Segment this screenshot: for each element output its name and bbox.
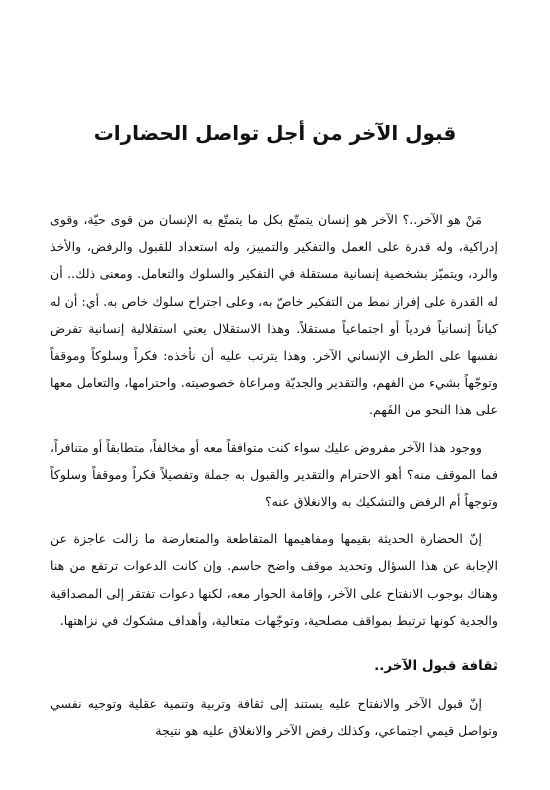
chapter-title: قبول الآخر من أجل تواصل الحضارات	[93, 121, 457, 145]
paragraph-existence-of-other: ووجود هذا الآخر مفروض عليك سواء كنت متوافقاً معه أو مخالفاً، متطابقاً أو متنافراً، فما الموقف منه؟ أهو الاحترام والتقدير والقبول به جملة وتفصيلاً فكراً وموقفاً وسلوكاً وتوجهاً أم الرفض والتشكيك به والانغلاق عنه؟	[50, 439, 498, 510]
paragraph-culture-of-acceptance: إنّ قبول الآخر والانفتاح عليه يستند إلى ثقافة وتربية وتنمية عقلية وتوجيه نفسي وتواصل قيمي اجتماعي، وكذلك رفض الآخر والانغلاق عليه هو نتيجة	[50, 696, 498, 739]
body-text	[50, 206, 498, 744]
paragraph-definition-of-other: مَنْ هو الآخر..؟ الآخر هو إنسان يتمتّع بكل ما يتمتّع به الإنسان من قوى حيّة، وقوى إدراكية، وله قدرة على العمل والتفكير والتمييز، وله استعداد للقبول والرفض، والأخذ والرد، ويتميّز بشخصية إنسانية مستقلة في التفكير والسلوك والتعامل. ومعنى ذلك.. أن له القدرة على إفراز نمط من التفكير خاصّ به، وعلى اجتراح سلوك خاص به. أي: أن له كياناً إنسانياً فردياً أو اجتماعياً مستقلاً. وهذا الاستقلال يعني استقلالية إنسانية تفرض نفسها على الطرف الإنساني الآخر. وهذا يترتب عليه أن نأخذه: فكراً وسلوكاً وموقفاً وتوجّهاً بشيء من الفهم، والتقدير والجديّة ومراعاة خصوصيته. واحترامها، والتعامل معها على هذا النحو من الفَهم.	[50, 212, 498, 418]
paragraph-modern-civilization: إنّ الحضارة الحديثة بقيمها ومفاهيمها المتقاطعة والمتعارضة ما زالت عاجزة عن الإجابة عن هذا السؤال وتحديد موقف واضح حاسم. وإن كانت الدعوات ترتفع من هنا وهناك بوجوب الانفتاح على الآخر، وإقامة الحوار معه، لكنها دعوات تفتقر إلى المصداقية والجدية كونها ترتبط بمواقف مصلحية، وتوجّهات متعالية، وأهداف مشكوك في نزاهتها.	[50, 531, 498, 628]
section-heading: ثقافة قبول الآخر..	[374, 658, 498, 675]
